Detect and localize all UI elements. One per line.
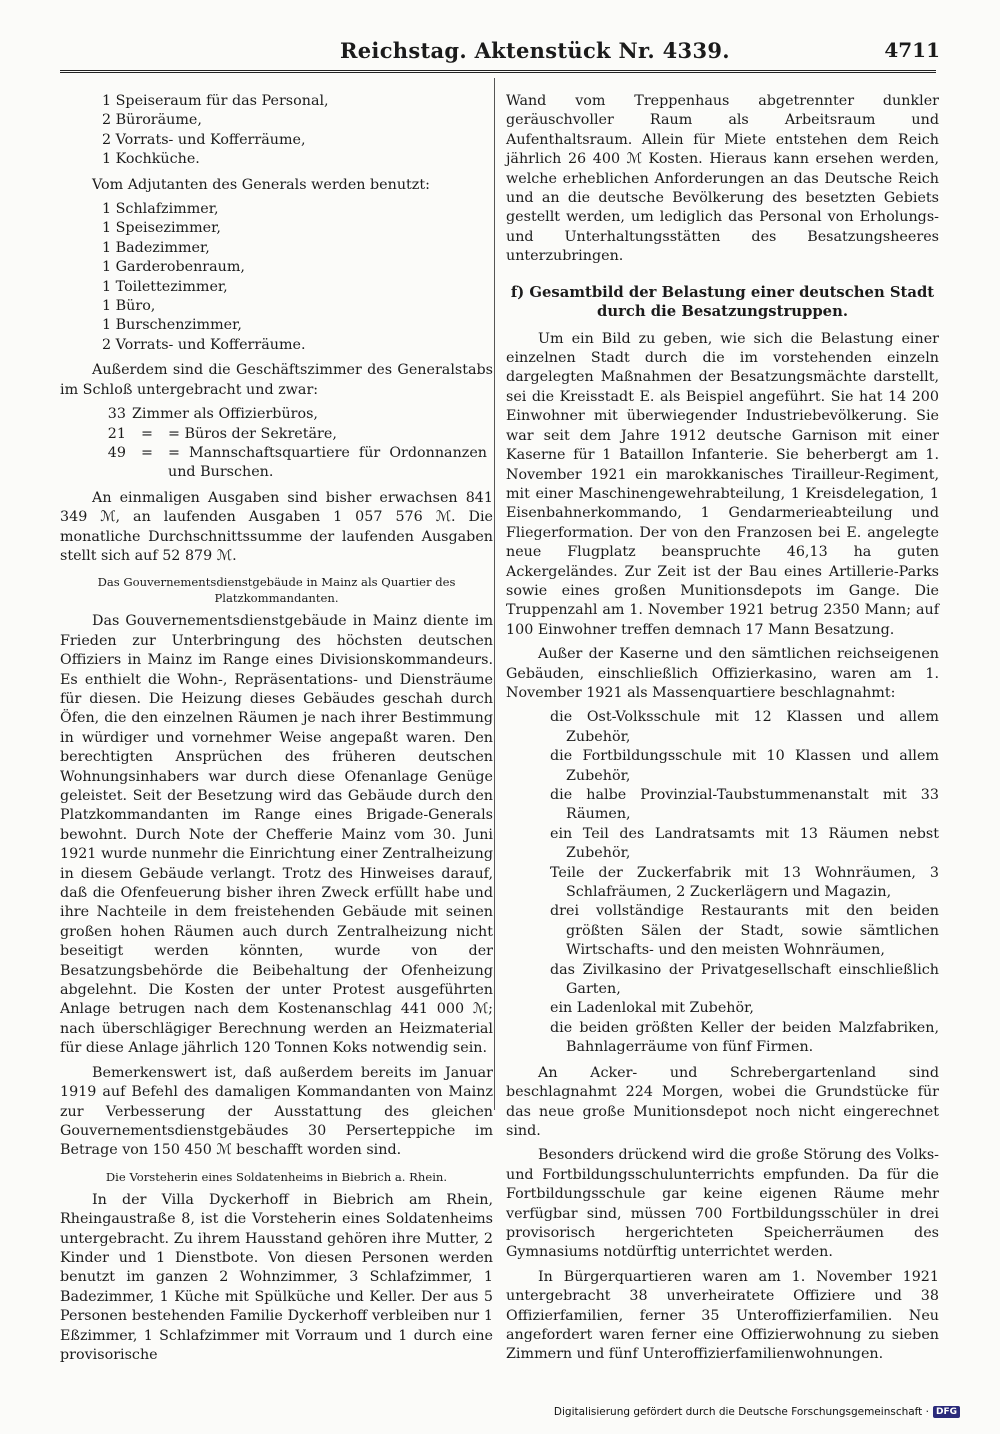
list-item: 2 Büroräume, [102,112,202,129]
list-item: Teile der Zuckerfabrik mit 13 Wohnräumen, 3 Schlafräumen, 2 Zuckerlägern und Magazin, [550,864,939,901]
dfg-logo-icon: DFG [933,1406,960,1418]
list-item: drei vollständige Restaurants mit den beiden größten Sälen der Stadt, sowie sämtlichen Wirtschafts- und den meisten Wohnräumen, [550,903,939,959]
confiscated-list [506,708,939,1057]
list-item: 1 Büro, [102,298,156,315]
quarters-count: 33 [107,406,126,423]
list-item: 1 Toilettezimmer, [102,278,228,295]
school-paragraph: Besonders drückend wird die große Störung des Volks- und Fortbildungsschulunterrichts empfunden. Da für die Fortbildungsschule gar keine eigenen Räume mehr verfügbar sind, müssen 700 Fortbildungsschüler in drei provisorisch hergerichteten Speicherräumen des Gymnasiums notdürftig unterrichtet werden. [506,1147,939,1261]
table-row [82,425,493,444]
section-heading-gouvernement: Das Gouvernementsdienstgebäude in Mainz als Quartier des Platzkommandanten. [97,575,456,606]
page-footer [554,1406,960,1418]
offices-intro: Außerdem sind die Geschäftszimmer des Generalstabs im Schloß untergebracht und zwar: [60,362,493,398]
table-row [82,405,493,424]
list-item: 1 Speisezimmer, [102,220,221,237]
quarters-table [82,405,493,483]
confiscation-intro: Außer der Kaserne und den sämtlichen reichseigenen Gebäuden, einschließlich Offizierkasino, waren am 1. November 1921 als Massenquartiere beschlagnahmt: [506,646,939,701]
adjutant-intro: Vom Adjutanten des Generals werden benutzt: [92,176,430,193]
page-number: 4711 [884,38,940,62]
quarters-text: = Büros der Sekretäre, [168,425,337,442]
quarters-count: 21 [107,425,126,442]
list-item: ein Ladenlokal mit Zubehör, [550,1000,754,1017]
gouvernement-paragraph: Das Gouvernementsdienstgebäude in Mainz diente im Frieden zur Unterbringung des höchsten deutschen Offiziers in Mainz im Range eines Divisionskommandeurs. Es enthielt die Wohn-, Repräsentations- und Diensträume für diesen. Die Heizung dieses Gebäudes geschah durch Öfen, die den einzelnen Räumen je nach ihrer Bestimmung in würdiger und vornehmer Weise angepaßt waren. Den berechtigten Ansprüchen des früheren deutschen Wohnungsinhabers war durch diese Ofenanlage Genüge geleistet. Seit der Besetzung wird das Gebäude durch den Platzkommandanten im Range eines Brigade-Generals bewohnt. Durch Note der Chefferie Mainz vom 30. Juni 1921 wurde nunmehr die Einrichtung einer Zentralheizung in diesem Gebäude verlangt. Trotz des Hinweises darauf, daß die Ofenfeuerung bisher ihren Zweck erfüllt habe und ihre Nachteile in dem freistehenden Gebäude mit seinen großen hohen Räumen auch durch Zentralheizung nicht beseitigt werden könnten, wurde von der Besatzungsbehörde die Beibehaltung der Ofenheizung abgelehnt. Die Kosten der unter Protest ausgeführten Anlage betrugen nach dem Kostenanschlag 441 000 ℳ; nach überschlägiger Berechnung werden an Heizmaterial für diese Anlage jährlich 120 Tonnen Koks notwendig sein. [60,613,493,1057]
quarters-text: = Mannschaftsquartiere für Ordonnanzen und Burschen. [168,444,487,481]
list-item: 2 Vorrats- und Kofferräume, [102,131,306,148]
table-row [82,444,493,483]
list-item: die Fortbildungsschule mit 10 Klassen und allem Zubehör, [550,748,939,784]
right-column [506,92,939,1370]
continuation-paragraph: Wand vom Treppenhaus abgetrennter dunkler geräuschvoller Raum als Arbeitsraum und Aufenthaltsraum. Allein für Miete entstehen dem Reich jährlich 26 400 ℳ Kosten. Hieraus kann ersehen werden, welche erheblichen Anforderungen an das Deutsche Reich und an die deutsche Bevölkerung des besetzten Gebiets gestellt werden, um lediglich das Personal von Erholungs- und Unterhaltungsstätten des Besatzungsheeres unterzubringen. [506,93,939,265]
section-heading-f: f) Gesamtbild der Belastung einer deutschen Stadt durch die Besatzungstruppen. [510,283,935,321]
list-item: die Ost-Volksschule mit 12 Klassen und allem Zubehör, [550,709,939,745]
list-item: ein Teil des Landratsamts mit 13 Räumen nebst Zubehör, [550,825,939,862]
list-item: 1 Schlafzimmer, [102,201,219,218]
list-item: 1 Speiseraum für das Personal, [102,93,329,109]
adjutant-room-list [60,200,493,355]
quarters-text: Zimmer als Offizierbüros, [132,406,318,423]
list-item: die halbe Provinzial-Taubstummenanstalt mit 33 Räumen, [550,787,939,823]
list-item: 1 Burschenzimmer, [102,317,242,334]
quarters-count: 49 [107,444,126,461]
document-title: Reichstag. Aktenstück Nr. 4339. [340,38,730,63]
soldatenheim-paragraph: In der Villa Dyckerhoff in Biebrich am Rhein, Rheingaustraße 8, ist die Vorsteherin eines Soldatenheims untergebracht. Zu ihrem Hausstand gehören ihre Mutter, 2 Kinder und 1 Dienstbote. Von diesen Personen werden benutzt im ganzen 2 Wohnzimmer, 3 Schlafzimmer, 1 Badezimmer, 1 Küche mit Spülküche und Keller. Der aus 5 Personen bestehenden Familie Dyckerhoff verbleiben nur 1 Eßzimmer, 1 Schlafzimmer mit Vorraum und 1 durch eine provisorische [60,1191,493,1363]
section-heading-soldatenheim: Die Vorsteherin eines Soldatenheims in Biebrich a. Rhein. [105,1169,448,1184]
column-divider [494,78,495,1110]
ditto-mark: = [141,425,153,442]
land-paragraph: An Acker- und Schrebergartenland sind beschlagnahmt 224 Morgen, wobei die Grundstücke für das neue große Munitionsdepot noch nicht eingerechnet sind. [506,1064,939,1139]
list-item: die beiden größten Keller der beiden Malzfabriken, Bahnlagerräume von fünf Firmen. [550,1019,939,1056]
page-header [60,38,940,72]
town-paragraph: Um ein Bild zu geben, wie sich die Belastung einer einzelnen Stadt durch die im vorstehenden einzeln dargelegten Maßnahmen der Besatzungsmächte darstellt, sei die Kreisstadt E. als Beispiel angeführt. Sie hat 14 200 Einwohner mit überwiegender Industriebevölkerung. Sie war seit dem Jahre 1912 deutsche Garnison mit einer Kaserne für 1 Bataillon Infanterie. Sie beherbergt am 1. November 1921 ein marokkanisches Tirailleur-Regiment, mit einer Maschinengewehrabteilung, 1 Kreisdelegation, 1 Eisenbahnerkommando, 1 Gendarmerieabteilung und Fliegerformation. Der von den Franzosen bei E. angelegte neue Flugplatz beanspruchte 46,13 ha guten Ackergeländes. Zur Zeit ist der Bau eines Artillerie-Parks sowie eines großen Munitionsdepots im Gange. Die Truppenzahl am 1. November 1921 betrug 2350 Mann; auf 100 Einwohner treffen demnach 17 Mann Besatzung. [506,330,939,638]
list-item: 1 Badezimmer, [102,239,210,256]
carpets-paragraph: Bemerkenswert ist, daß außerdem bereits im Januar 1919 auf Befehl des damaligen Kommandanten von Mainz zur Verbesserung der Ausstattung des gleichen Gouvernementsdienstgebäudes 30 Perserteppiche im Betrage von 150 450 ℳ beschafft worden sind. [60,1064,493,1159]
list-item: 1 Garderobenraum, [102,259,245,276]
footer-credit: Digitalisierung gefördert durch die Deutsche Forschungsgemeinschaft · [553,1406,929,1418]
header-rule [60,70,936,73]
left-column [60,92,493,1370]
billets-paragraph: In Bürgerquartieren waren am 1. November 1921 untergebracht 38 unverheiratete Offiziere und 38 Offizierfamilien, ferner 35 Unteroffizierfamilien. Neu angefordert waren ferner eine Offizierwohnung zu sieben Zimmern und fünf Unteroffizierfamilienwohnungen. [506,1268,939,1363]
list-item: 1 Kochküche. [102,151,200,168]
expenses-paragraph: An einmaligen Ausgaben sind bisher erwachsen 841 349 ℳ, an laufenden Ausgaben 1 057 576 ℳ. Die monatliche Durchschnittssumme der laufenden Ausgaben stellt sich auf 52 879 ℳ. [60,489,493,564]
ditto-mark: = [141,444,153,461]
list-item: 2 Vorrats- und Kofferräume. [102,336,306,353]
list-item: das Zivilkasino der Privatgesellschaft einschließlich Garten, [550,961,939,998]
staff-room-list [60,92,493,170]
